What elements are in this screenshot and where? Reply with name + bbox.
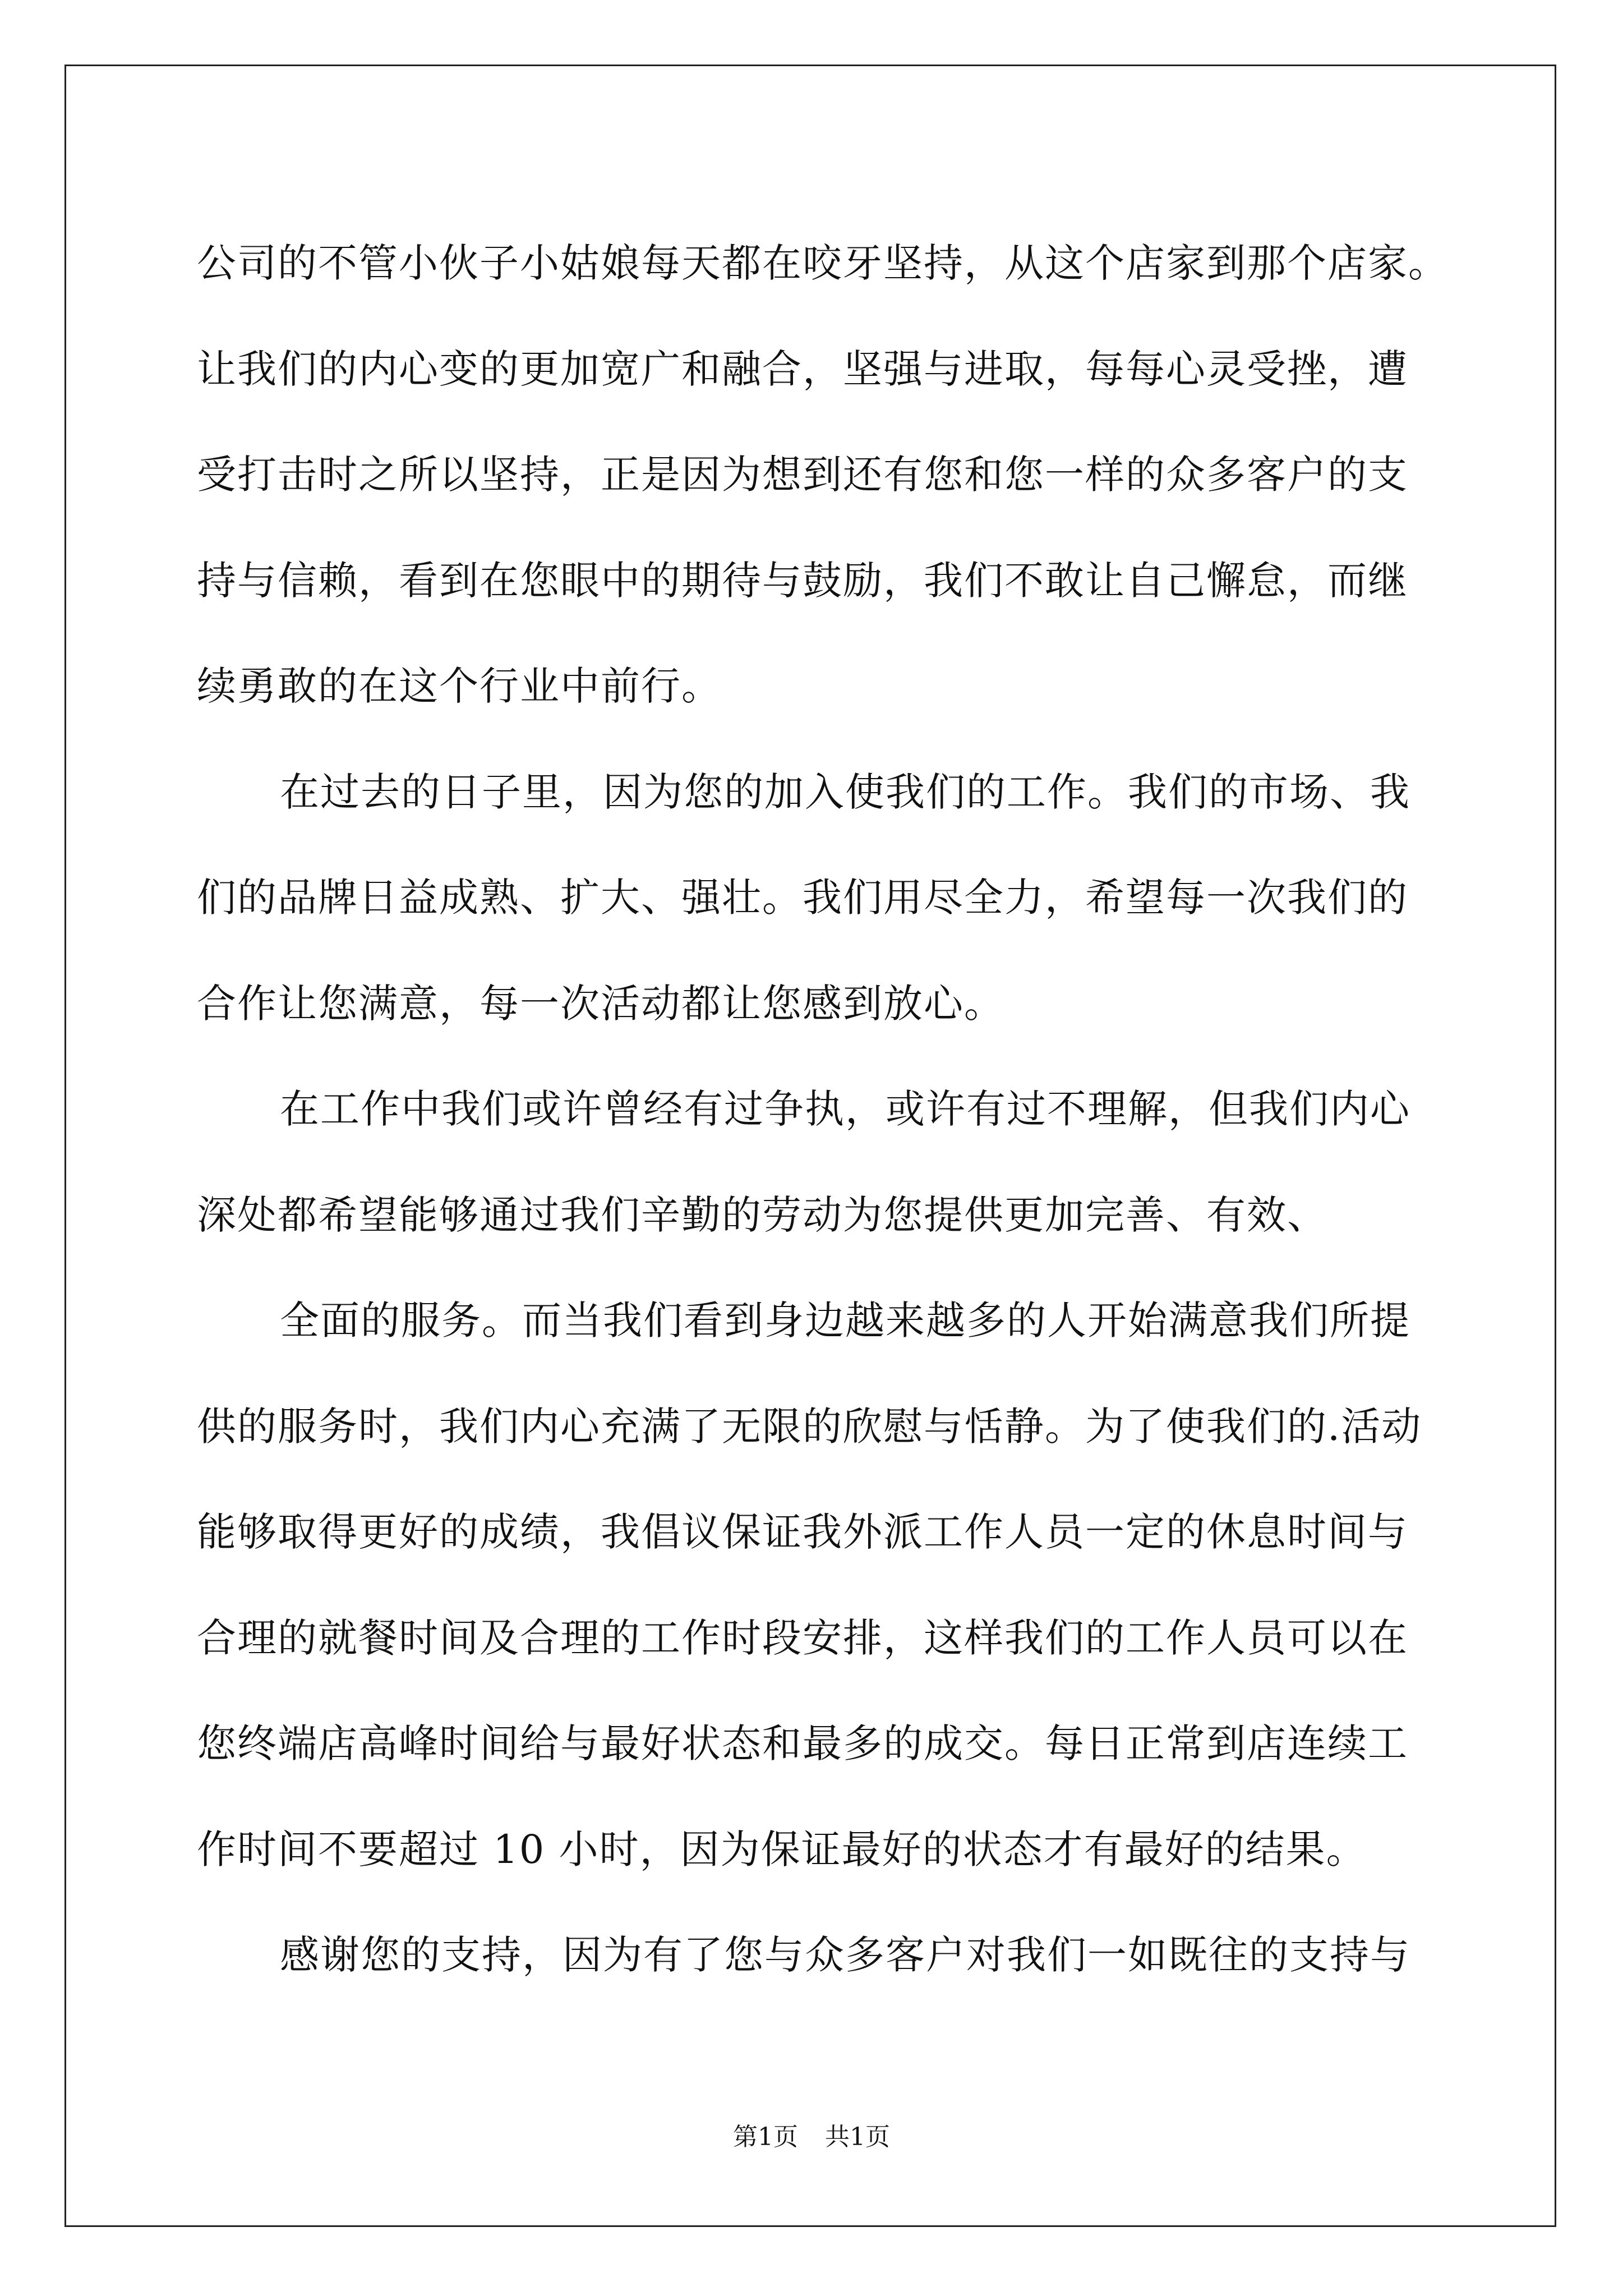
text-line-8: 合作让您满意，每一次活动都让您感到放心。 bbox=[197, 980, 1004, 1027]
text-line-1: 公司的不管小伙子小姑娘每天都在咬牙坚持，从这个店家到那个店家。 bbox=[197, 240, 1449, 286]
text-line-3: 受打击时之所以坚持，正是因为想到还有您和您一样的众多客户的支 bbox=[197, 452, 1408, 498]
text-line-12: 供的服务时，我们内心充满了无限的欣慰与恬静。为了使我们的.活动 bbox=[197, 1403, 1422, 1450]
text-line-9: 在工作中我们或许曾经有过争执，或许有过不理解，但我们内心 bbox=[280, 1086, 1410, 1132]
text-line-16: 作时间不要超过 10 小时，因为保证最好的状态才有最好的结果。 bbox=[197, 1826, 1367, 1872]
text-line-11: 全面的服务。而当我们看到身边越来越多的人开始满意我们所提 bbox=[280, 1297, 1410, 1343]
text-line-14: 合理的就餐时间及合理的工作时段安排，这样我们的工作人员可以在 bbox=[197, 1614, 1408, 1661]
text-line-15: 您终端店高峰时间给与最好状态和最多的成交。每日正常到店连续工 bbox=[197, 1720, 1408, 1766]
text-line-17: 感谢您的支持，因为有了您与众多客户对我们一如既往的支持与 bbox=[280, 1932, 1410, 1978]
text-line-6: 在过去的日子里，因为您的加入使我们的工作。我们的市场、我 bbox=[280, 769, 1410, 815]
page-number-total: 共1页 bbox=[825, 2123, 890, 2151]
text-line-2: 让我们的内心变的更加宽广和融合，坚强与进取，每每心灵受挫，遭 bbox=[197, 346, 1408, 392]
document-body bbox=[197, 210, 1449, 2008]
text-line-5: 续勇敢的在这个行业中前行。 bbox=[197, 663, 722, 709]
text-line-13: 能够取得更好的成绩，我倡议保证我外派工作人员一定的休息时间与 bbox=[197, 1509, 1408, 1555]
text-line-10: 深处都希望能够通过我们辛勤的劳动为您提供更加完善、有效、 bbox=[197, 1191, 1327, 1238]
page-number-current: 第1页 bbox=[733, 2123, 798, 2151]
text-line-4: 持与信赖，看到在您眼中的期待与鼓励，我们不敢让自己懈怠，而继 bbox=[197, 557, 1408, 604]
text-line-7: 们的品牌日益成熟、扩大、强壮。我们用尽全力，希望每一次我们的 bbox=[197, 875, 1408, 921]
page-footer bbox=[0, 2122, 1623, 2153]
